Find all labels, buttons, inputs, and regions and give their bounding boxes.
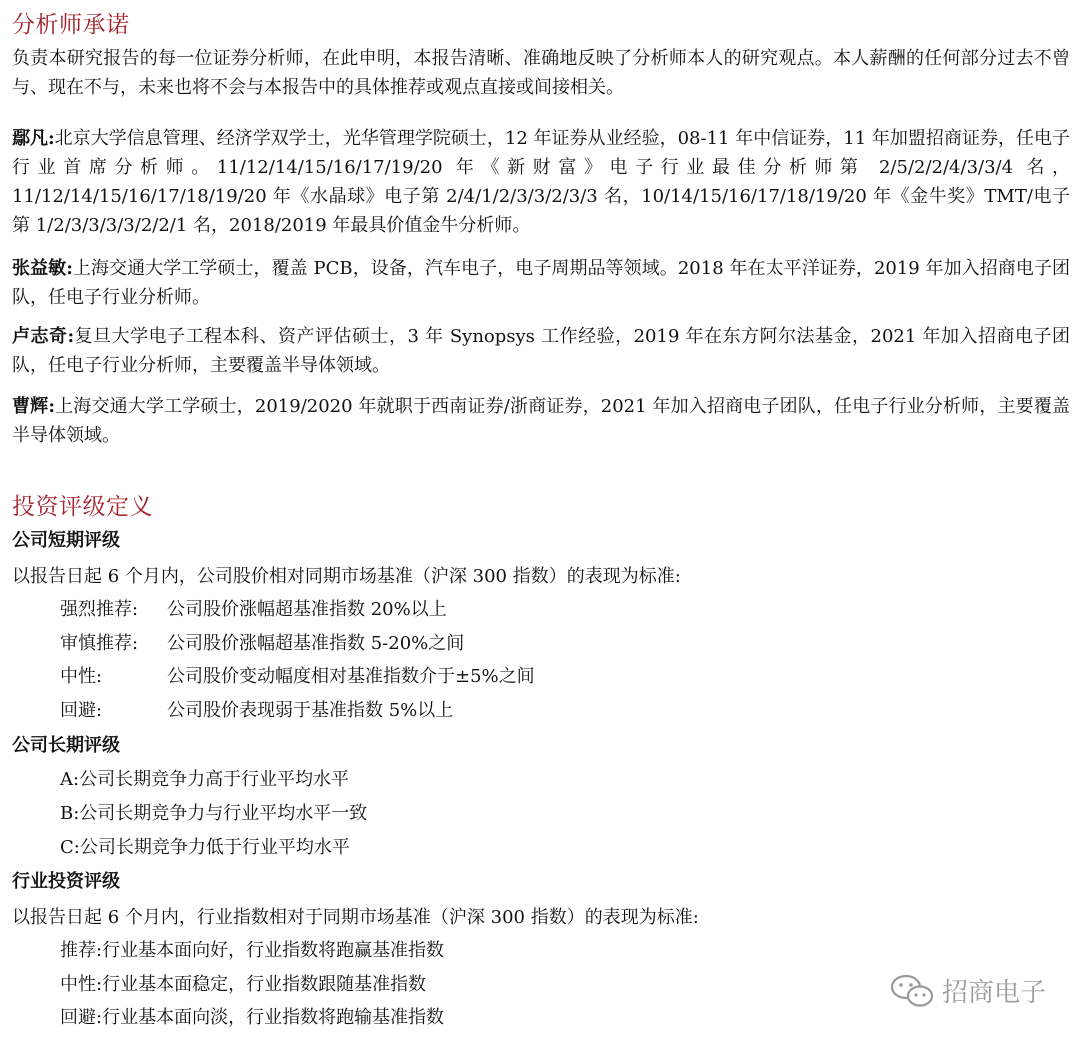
analyst-bio-text: 上海交通大学工学硕士，2019/2020 年就职于西南证券/浙商证券，2021 年加入招商电子团队，任电子行业分析师，主要覆盖半导体领域。 — [12, 396, 1070, 446]
rating-label: 中性: — [60, 666, 103, 687]
analyst-commitment-title: 分析师承诺 — [12, 12, 130, 38]
analyst-bio-text: 上海交通大学工学硕士，覆盖 PCB，设备，汽车电子，电子周期品等领域。2018 年在太平洋证券，2019 年加入招商电子团队，任电子行业分析师。 — [12, 258, 1070, 308]
analyst-bio-1 — [12, 124, 1070, 240]
long-rating-item: A:公司长期竞争力高于行业平均水平 — [60, 769, 350, 790]
long-rating-item: B:公司长期竞争力与行业平均水平一致 — [60, 803, 368, 824]
industry-rating-item: 推荐:行业基本面向好，行业指数将跑赢基准指数 — [60, 940, 445, 961]
industry-rating-intro: 以报告日起 6 个月内，行业指数相对于同期市场基准（沪深 300 指数）的表现为标准: — [12, 907, 699, 928]
analyst-bio-text: 复旦大学电子工程本科、资产评估硕士，3 年 Synopsys 工作经验，2019 年在东方阿尔法基金，2021 年加入招商电子团队，任电子行业分析师，主要覆盖半导体领域。 — [12, 326, 1070, 376]
rating-label: 审慎推荐: — [60, 633, 139, 654]
wechat-icon — [890, 973, 934, 1009]
long-rating-item: C:公司长期竞争力低于行业平均水平 — [60, 837, 350, 858]
rating-desc: 公司股价涨幅超基准指数 20%以上 — [167, 599, 447, 620]
company-short-rating-heading: 公司短期评级 — [12, 530, 120, 551]
rating-definition-title: 投资评级定义 — [12, 494, 153, 520]
rating-desc: 公司股价表现弱于基准指数 5%以上 — [167, 700, 454, 721]
analyst-name: 鄢凡: — [12, 128, 55, 149]
analyst-bio-4 — [12, 392, 1070, 450]
analyst-name: 卢志奇: — [12, 326, 75, 347]
rating-row — [60, 596, 447, 624]
rating-row — [60, 663, 535, 691]
rating-desc: 公司股价涨幅超基准指数 5-20%之间 — [167, 633, 465, 654]
industry-rating-heading: 行业投资评级 — [12, 871, 120, 892]
rating-label: 回避: — [60, 700, 103, 721]
rating-desc: 公司股价变动幅度相对基准指数介于±5%之间 — [167, 666, 535, 687]
company-long-rating-heading: 公司长期评级 — [12, 735, 120, 756]
analyst-name: 曹辉: — [12, 396, 55, 417]
rating-label: 强烈推荐: — [60, 599, 139, 620]
analyst-bio-3 — [12, 322, 1070, 380]
analyst-name: 张益敏: — [12, 258, 73, 279]
rating-row — [60, 630, 464, 658]
company-short-rating-intro: 以报告日起 6 个月内，公司股价相对同期市场基准（沪深 300 指数）的表现为标准: — [12, 566, 681, 587]
industry-rating-item: 中性:行业基本面稳定，行业指数跟随基准指数 — [60, 974, 427, 995]
analyst-bio-2 — [12, 254, 1070, 312]
industry-rating-item: 回避:行业基本面向淡，行业指数将跑输基准指数 — [60, 1007, 445, 1028]
watermark-text: 招商电子 — [942, 978, 1047, 1008]
watermark — [890, 972, 1046, 1009]
analyst-bio-text: 北京大学信息管理、经济学双学士，光华管理学院硕士，12 年证券从业经验，08-11 年中信证券，11 年加盟招商证券，任电子行业首席分析师。11/12/14/15/16/17/19/20 年《新财富》电子行业最佳分析师第 2/5/2/2/4/3/3/4 名，11/12/14/15/16/17/18/19/20 年《水晶球》电子第 2/4/1/2/3/3/2/3/3 名，10/14/15/16/17/18/19/20 年《金牛奖》TMT/电子第 1/2/3/3/3/3/2/2/1 名，2018/2019 年最具价值金牛分析师。 — [12, 128, 1070, 236]
commitment-paragraph: 负责本研究报告的每一位证券分析师，在此申明，本报告清晰、准确地反映了分析师本人的研究观点。本人薪酬的任何部分过去不曾与、现在不与，未来也将不会与本报告中的具体推荐或观点直接或间接相关。 — [12, 48, 1070, 98]
rating-row — [60, 697, 453, 725]
